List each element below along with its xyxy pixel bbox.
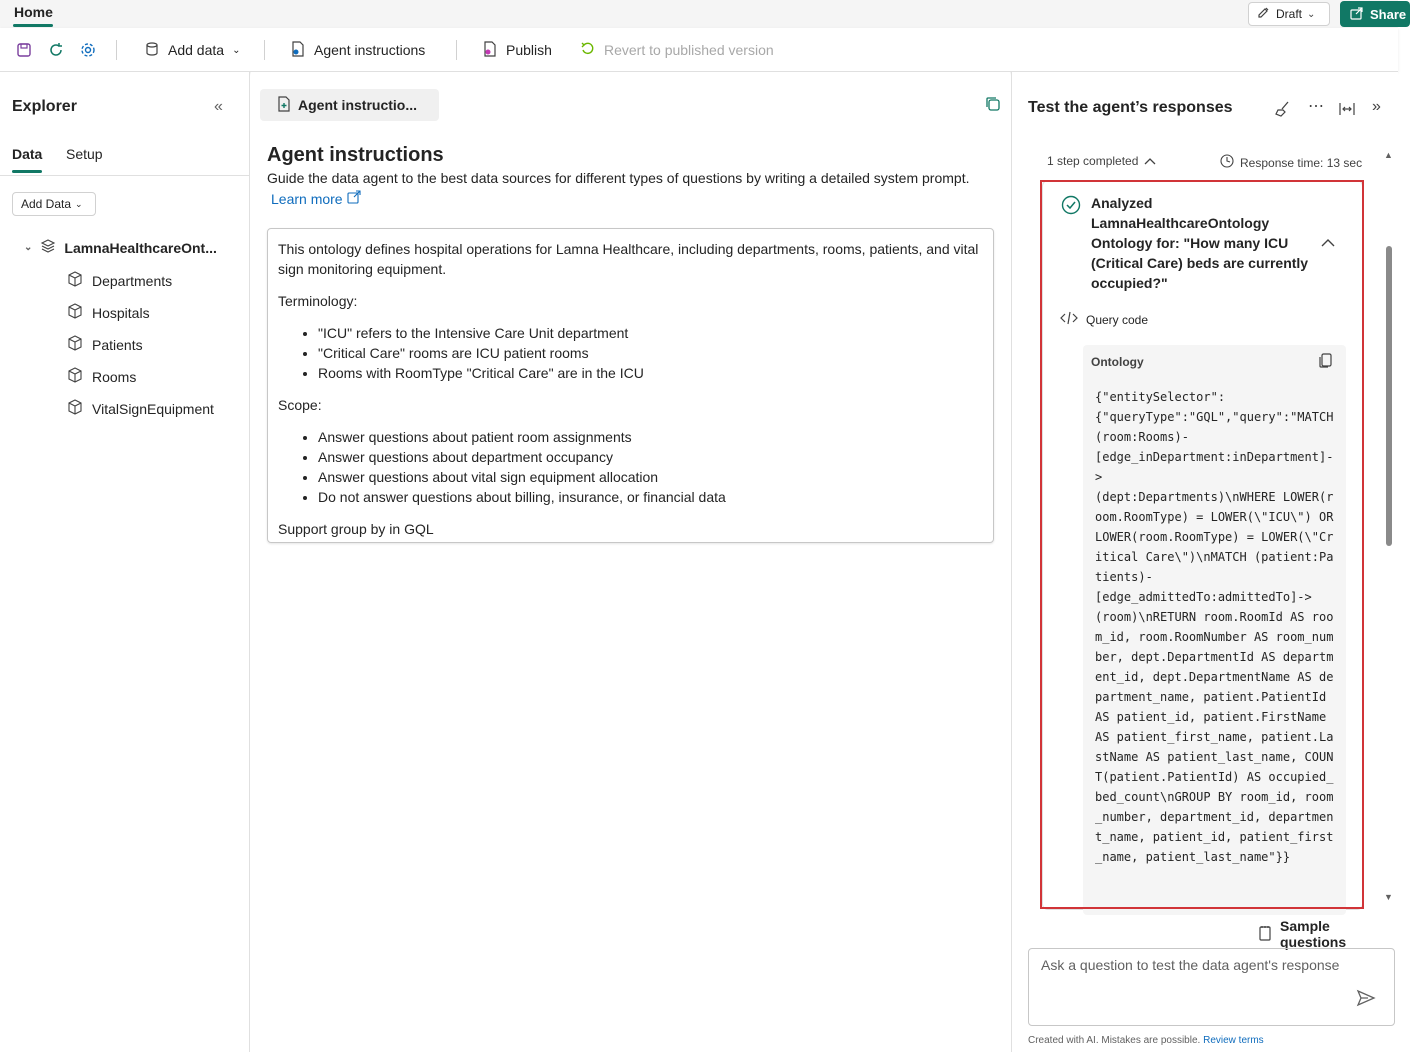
code-icon bbox=[1060, 311, 1078, 328]
revert-label: Revert to published version bbox=[604, 42, 774, 58]
draft-label: Draft bbox=[1276, 7, 1303, 21]
cube-icon bbox=[66, 270, 84, 291]
step-status-label: 1 step completed bbox=[1047, 154, 1139, 168]
layers-icon bbox=[40, 238, 56, 257]
response-time bbox=[1220, 154, 1362, 171]
sample-questions-button[interactable] bbox=[1258, 918, 1398, 950]
copy-icon[interactable] bbox=[984, 95, 1002, 116]
tab-data[interactable]: Data bbox=[12, 146, 43, 162]
terminology-heading: Terminology: bbox=[278, 293, 358, 309]
collapse-icon[interactable]: « bbox=[214, 98, 223, 115]
terminology-list bbox=[318, 323, 983, 383]
tree-item-label: Patients bbox=[92, 336, 143, 353]
learn-more-label: Learn more bbox=[271, 190, 343, 207]
chevron-up-icon bbox=[1144, 154, 1156, 168]
share-label: Share bbox=[1370, 6, 1407, 22]
chevron-double-right-icon[interactable]: » bbox=[1372, 98, 1381, 115]
query-code-label: Query code bbox=[1086, 312, 1149, 327]
tab-setup[interactable]: Setup bbox=[66, 146, 103, 162]
response-time-label: Response time: 13 sec bbox=[1240, 155, 1363, 170]
publish-button[interactable] bbox=[482, 40, 552, 60]
toolbar-divider bbox=[116, 40, 117, 60]
document-settings-icon bbox=[290, 41, 306, 60]
explorer-title: Explorer bbox=[12, 98, 77, 115]
sample-questions-label: Sample questions bbox=[1280, 918, 1347, 950]
toolbar bbox=[0, 28, 1398, 72]
tree-item-departments[interactable] bbox=[66, 270, 172, 291]
add-data-button[interactable] bbox=[144, 40, 240, 60]
broom-icon[interactable] bbox=[1274, 100, 1292, 123]
chevron-up-icon[interactable] bbox=[1321, 235, 1335, 251]
agent-instructions-panel bbox=[251, 72, 1010, 1052]
tab-agent-instructions[interactable] bbox=[260, 89, 439, 121]
code-content: {"entitySelector": {"queryType":"GQL","query":"MATCH (room:Rooms)- [edge_inDepartment:inDepartment]-> (dept:Departments)\nWHERE LOWER(room.RoomType) = LOWER(\"ICU\") OR LOWER(room.RoomType) = LOWER(\"Critical Care\")\nMATCH (patient:Patients)- [edge_admittedTo:admittedTo]-> (room)\nRETURN room.RoomId AS room_id, room.RoomNumber AS room_number, dept.DepartmentId AS department_id, dept.DepartmentName AS department_name, patient.PatientId AS patient_id, patient.FirstName AS patient_first_name, patient.LastName AS patient_last_name, COUNT(patient.PatientId) AS occupied_bed_count\nGROUP BY room_id, room_number, department_id, department_name, patient_id, patient_first_name, patient_last_name"}} bbox=[1095, 390, 1334, 864]
save-icon[interactable] bbox=[14, 40, 34, 60]
tree-item-label: VitalSignEquipment bbox=[92, 400, 214, 417]
tree-item-patients[interactable] bbox=[66, 334, 143, 355]
publish-icon bbox=[482, 41, 498, 60]
clock-icon bbox=[1220, 154, 1234, 171]
scrollbar[interactable] bbox=[1382, 150, 1396, 910]
tree-item-label: Departments bbox=[92, 272, 173, 289]
expand-width-icon[interactable] bbox=[1338, 100, 1356, 123]
cube-icon bbox=[66, 334, 84, 355]
instructions-textarea[interactable] bbox=[267, 228, 994, 543]
external-link-icon bbox=[347, 190, 361, 207]
publish-label: Publish bbox=[506, 42, 552, 58]
share-button[interactable] bbox=[1340, 1, 1410, 27]
chevron-down-icon[interactable]: ⌄ bbox=[24, 242, 33, 253]
notepad-icon bbox=[1258, 925, 1272, 944]
chevron-down-icon: ⌄ bbox=[75, 198, 83, 209]
review-terms-link[interactable]: Review terms bbox=[1203, 1035, 1264, 1046]
tree-item-hospitals[interactable] bbox=[66, 302, 150, 323]
undo-icon bbox=[580, 41, 596, 60]
question-input[interactable] bbox=[1028, 948, 1395, 1026]
list-item: • Do not answer questions about billing, insurance, or financial data bbox=[318, 487, 983, 507]
add-data-label: Add Data bbox=[21, 197, 72, 211]
test-panel-title: Test the agent’s responses bbox=[1028, 99, 1233, 116]
question-placeholder: Ask a question to test the data agent's response bbox=[1041, 957, 1340, 973]
code-block bbox=[1083, 345, 1346, 915]
tree-item-rooms[interactable] bbox=[66, 366, 136, 387]
divider bbox=[0, 175, 250, 176]
copy-icon[interactable] bbox=[1317, 351, 1335, 372]
query-code-toggle[interactable] bbox=[1060, 311, 1148, 328]
more-icon[interactable]: ⋯ bbox=[1308, 98, 1324, 115]
tab-home[interactable]: Home bbox=[14, 4, 53, 20]
tab-data-indicator bbox=[12, 170, 42, 173]
chevron-down-icon: ⌄ bbox=[232, 44, 241, 56]
agent-instructions-label: Agent instructions bbox=[314, 42, 426, 58]
list-item: • Rooms with RoomType "Critical Care" are in the ICU bbox=[318, 363, 983, 383]
agent-instructions-button[interactable] bbox=[290, 40, 425, 60]
list-item: • "ICU" refers to the Intensive Care Unit department bbox=[318, 323, 983, 343]
page-title: Agent instructions bbox=[267, 144, 444, 166]
tab-home-indicator bbox=[13, 24, 53, 27]
explorer-panel bbox=[0, 72, 250, 1052]
chevron-down-icon: ⌄ bbox=[1307, 8, 1316, 20]
step-card bbox=[1042, 180, 1363, 910]
revert-button[interactable] bbox=[580, 40, 774, 60]
prompt-intro: This ontology defines hospital operations for Lamna Healthcare, including departments, rooms, patients, and vital sign monitoring equipment. bbox=[278, 241, 979, 277]
cube-icon bbox=[66, 366, 84, 387]
scroll-down-icon[interactable]: ▼ bbox=[1384, 892, 1393, 902]
analyzed-text: Analyzed LamnaHealthcareOntology Ontology for: "How many ICU (Critical Care) beds are currently occupied?" bbox=[1091, 195, 1309, 291]
cube-icon bbox=[66, 302, 84, 323]
add-data-label: Add data bbox=[168, 42, 225, 58]
tree-item-label: Rooms bbox=[92, 368, 137, 385]
code-title: Ontology bbox=[1091, 355, 1144, 369]
list-item: • Answer questions about vital sign equipment allocation bbox=[318, 467, 983, 487]
ai-disclaimer bbox=[1028, 1035, 1264, 1046]
check-circle-icon bbox=[1061, 195, 1081, 218]
cube-icon bbox=[66, 398, 84, 419]
scope-list bbox=[318, 427, 983, 507]
toolbar-divider bbox=[264, 40, 265, 60]
settings-icon[interactable] bbox=[78, 40, 98, 60]
tree-item-label: Hospitals bbox=[92, 304, 150, 321]
scroll-up-icon[interactable]: ▲ bbox=[1384, 150, 1393, 160]
prompt-support: Support group by in GQL bbox=[278, 521, 434, 537]
scope-heading: Scope: bbox=[278, 397, 322, 413]
scrollbar-thumb[interactable] bbox=[1386, 246, 1392, 546]
learn-more-link[interactable] bbox=[271, 190, 361, 207]
tree-item-vitalsignequipment[interactable] bbox=[66, 398, 214, 419]
tree-root-ontology[interactable] bbox=[24, 238, 217, 257]
tab-label: Agent instructio... bbox=[298, 97, 417, 113]
edit-icon bbox=[1257, 6, 1271, 23]
tree-root-label: LamnaHealthcareOnt... bbox=[64, 239, 217, 256]
database-icon bbox=[144, 41, 160, 60]
list-item: • Answer questions about department occupancy bbox=[318, 447, 983, 467]
send-icon[interactable] bbox=[1356, 988, 1376, 1011]
document-add-icon bbox=[276, 96, 292, 115]
list-item: • "Critical Care" rooms are ICU patient rooms bbox=[318, 343, 983, 363]
step-status[interactable] bbox=[1047, 154, 1156, 168]
list-item: • Answer questions about patient room assignments bbox=[318, 427, 983, 447]
toolbar-divider bbox=[456, 40, 457, 60]
page-description: Guide the data agent to the best data sources for different types of questions by writing a detailed system prompt. bbox=[267, 170, 970, 186]
disclaimer-text: Created with AI. Mistakes are possible. bbox=[1028, 1035, 1201, 1046]
draft-button[interactable] bbox=[1248, 2, 1330, 26]
test-panel bbox=[1011, 72, 1398, 1052]
share-icon bbox=[1350, 6, 1364, 23]
top-bar bbox=[0, 0, 1407, 28]
add-data-button[interactable] bbox=[12, 192, 96, 216]
refresh-icon[interactable] bbox=[46, 40, 66, 60]
